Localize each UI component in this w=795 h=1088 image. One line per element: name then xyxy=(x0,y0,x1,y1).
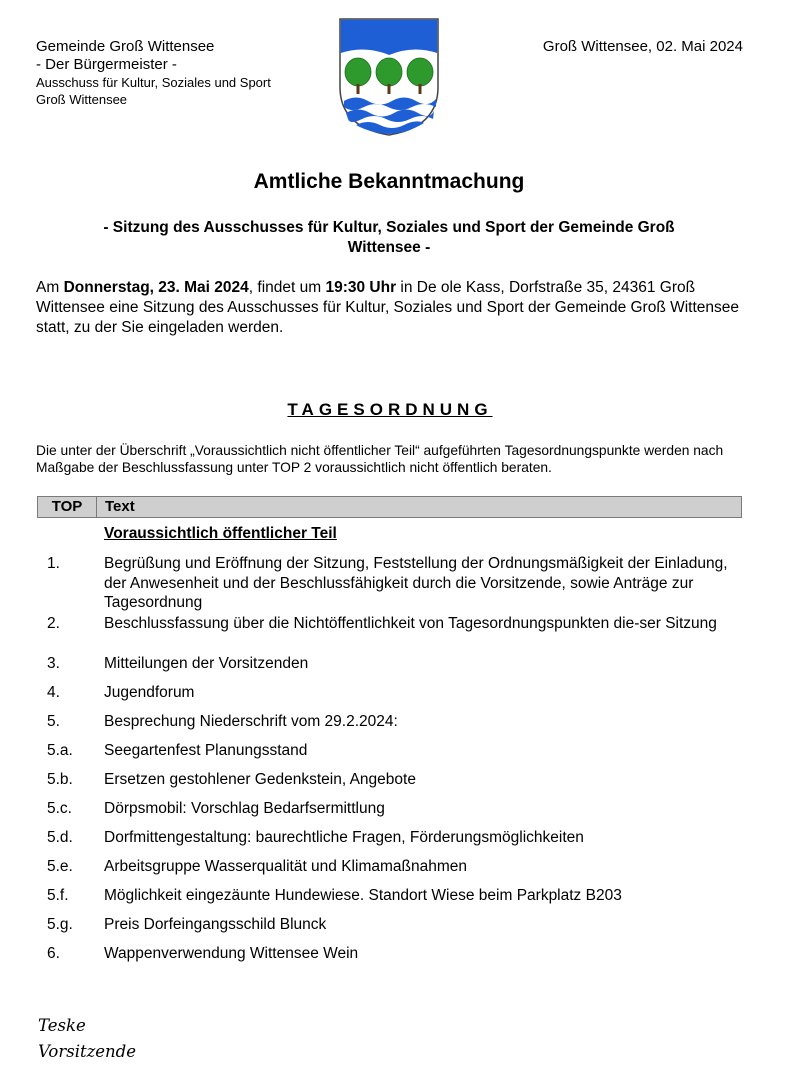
agenda-item-text: Besprechung Niederschrift vom 29.2.2024: xyxy=(104,713,398,730)
meeting-time: 19:30 Uhr xyxy=(325,279,397,296)
agenda-item-number: 6. xyxy=(47,945,60,962)
agenda-item-number: 5.g. xyxy=(47,916,73,933)
agenda-item-number: 5.f. xyxy=(47,887,69,904)
column-top-header: TOP xyxy=(38,497,97,517)
signature-role: Vorsitzende xyxy=(38,1042,137,1061)
agenda-item-text: Dörpsmobil: Vorschlag Bedarfsermittlung xyxy=(104,800,385,817)
meeting-day: Donnerstag, 23. Mai 2024 xyxy=(63,279,249,296)
agenda-item-number: 5. xyxy=(47,713,60,730)
municipality-name: Gemeinde Groß Wittensee xyxy=(36,38,215,55)
agenda-item-text: Arbeitsgruppe Wasserqualität und Klimamaßnahmen xyxy=(104,858,467,875)
agenda-item-text: Beschlussfassung über die Nichtöffentlichkeit von Tagesordnungspunkten die-ser Sitzung xyxy=(104,615,717,632)
committee-location: Groß Wittensee xyxy=(36,92,128,107)
subtitle-line-2: Wittensee - xyxy=(347,239,431,256)
intro-text-2: , findet um xyxy=(248,279,326,296)
agenda-note: Die unter der Überschrift „Voraussichtlich nicht öffentlicher Teil“ aufgeführten Tagesordnungspunkte werden nach Maßgabe der Beschlussfassung unter TOP 2 voraussichtlich nicht öffentlich beraten. xyxy=(36,443,724,475)
agenda-item-number: 5.e. xyxy=(47,858,73,875)
agenda-item-number: 1. xyxy=(47,555,60,572)
document-date: Groß Wittensee, 02. Mai 2024 xyxy=(542,38,743,55)
notice-subtitle xyxy=(40,218,738,258)
subtitle-line-1: - Sitzung des Ausschusses für Kultur, Soziales und Sport der Gemeinde Groß xyxy=(103,219,675,236)
public-section-title: Voraussichtlich öffentlicher Teil xyxy=(104,525,337,542)
agenda-table-header xyxy=(37,496,742,518)
signature-name: Teske xyxy=(38,1016,86,1035)
agenda-item-text: Ersetzen gestohlener Gedenkstein, Angebote xyxy=(104,771,416,788)
agenda-item-text: Preis Dorfeingangsschild Blunck xyxy=(104,916,327,933)
agenda-item-number: 5.c. xyxy=(47,800,72,817)
agenda-item-text: Mitteilungen der Vorsitzenden xyxy=(104,655,309,672)
agenda-item-number: 3. xyxy=(47,655,60,672)
agenda-item-number: 2. xyxy=(47,615,60,632)
intro-text-3: in De ole Kass, Dorfstraße 35, 24361 Groß Wittensee eine Sitzung des Ausschusses für Kultur, Soziales und Sport der Gemeinde Groß Wittensee statt, zu der Sie eingeladen werden. xyxy=(36,279,740,336)
meeting-intro xyxy=(36,278,746,338)
agenda-item-text: Begrüßung und Eröffnung der Sitzung, Feststellung der Ordnungsmäßigkeit der Einladung, der Anwesenheit und der Beschlussfähigkeit durch die Vorsitzende, sowie Anträge zur Tagesordnung xyxy=(104,555,728,611)
agenda-item-text: Jugendforum xyxy=(104,684,195,701)
coat-of-arms-icon xyxy=(338,17,440,137)
agenda-item-number: 5.b. xyxy=(47,771,73,788)
agenda-item-number: 4. xyxy=(47,684,60,701)
agenda-item-text: Seegartenfest Planungsstand xyxy=(104,742,308,759)
agenda-item-text: Möglichkeit eingezäunte Hundewiese. Standort Wiese beim Parkplatz B203 xyxy=(104,887,622,904)
notice-title: Amtliche Bekanntmachung xyxy=(253,170,525,193)
municipality-header xyxy=(36,38,271,108)
agenda-item-text: Dorfmittengestaltung: baurechtliche Fragen, Förderungsmöglichkeiten xyxy=(104,829,584,846)
agenda-item-number: 5.a. xyxy=(47,742,73,759)
column-text-header: Text xyxy=(105,498,135,515)
mayor-line: - Der Bürgermeister - xyxy=(36,56,177,73)
agenda-item-number: 5.d. xyxy=(47,829,73,846)
committee-name: Ausschuss für Kultur, Soziales und Sport xyxy=(36,75,271,90)
agenda-heading: TAGESORDNUNG xyxy=(287,400,493,419)
intro-text-1: Am xyxy=(36,279,64,296)
agenda-item-text: Wappenverwendung Wittensee Wein xyxy=(104,945,359,962)
